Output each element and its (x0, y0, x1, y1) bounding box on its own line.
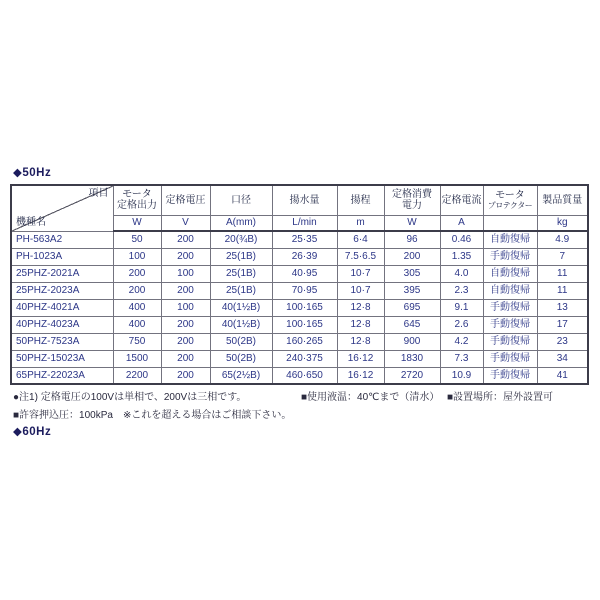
table-body (11, 231, 588, 384)
table-cell: 0.46 (440, 231, 483, 248)
cell-model-name: 40PHZ-4021A (11, 299, 113, 316)
table-cell: 12·8 (337, 333, 384, 350)
table-cell: 25(1B) (210, 265, 272, 282)
cell-model-name: 25PHZ-2023A (11, 282, 113, 299)
table-cell: 40·95 (272, 265, 337, 282)
table-cell: 305 (384, 265, 440, 282)
table-cell: 50 (113, 231, 161, 248)
table-cell: 40(1½B) (210, 299, 272, 316)
table-cell: 100·165 (272, 316, 337, 333)
column-header: 製品質量 (537, 185, 588, 215)
table-cell: 200 (161, 231, 210, 248)
table-cell: 200 (161, 316, 210, 333)
column-unit: W (384, 215, 440, 231)
header-label-row (11, 185, 588, 215)
table-cell: 26·39 (272, 248, 337, 265)
table-cell: 自動復帰 (483, 265, 537, 282)
table-cell: 4.2 (440, 333, 483, 350)
table-cell: 手動復帰 (483, 316, 537, 333)
table-cell: 自動復帰 (483, 282, 537, 299)
table-cell: 200 (113, 265, 161, 282)
table-cell: 11 (537, 282, 588, 299)
table-cell: 9.1 (440, 299, 483, 316)
table-row (11, 248, 588, 265)
table-cell: 96 (384, 231, 440, 248)
table-cell: 200 (161, 282, 210, 299)
table-cell: 6·4 (337, 231, 384, 248)
table-cell: 13 (537, 299, 588, 316)
table-cell: 645 (384, 316, 440, 333)
table-cell: 160·265 (272, 333, 337, 350)
table-row (11, 316, 588, 333)
table-cell: 2.3 (440, 282, 483, 299)
table-cell: 400 (113, 316, 161, 333)
table-cell: 65(2½B) (210, 367, 272, 384)
table-cell: 200 (161, 248, 210, 265)
cell-model-name: 65PHZ-22023A (11, 367, 113, 384)
column-header: 口径 (210, 185, 272, 215)
column-unit: W (113, 215, 161, 231)
table-cell: 20(¾B) (210, 231, 272, 248)
table-cell: 100 (161, 299, 210, 316)
column-header: 揚水量 (272, 185, 337, 215)
table-cell: 10.9 (440, 367, 483, 384)
table-cell: 200 (113, 282, 161, 299)
table-cell: 11 (537, 265, 588, 282)
column-header: 定格電流 (440, 185, 483, 215)
corner-label-item: 項目 (88, 188, 109, 199)
table-cell: 400 (113, 299, 161, 316)
footnote-inlet-pressure: ■許容押込圧：100kPa ※これを超える場合はご相談下さい。 (13, 410, 292, 421)
section-label-50hz: ◆50Hz (13, 167, 52, 179)
table-row (11, 282, 588, 299)
table-row (11, 333, 588, 350)
table-row (11, 265, 588, 282)
table-cell: 2200 (113, 367, 161, 384)
table-cell: 1500 (113, 350, 161, 367)
table-cell: 50(2B) (210, 350, 272, 367)
cell-model-name: 50PHZ-7523A (11, 333, 113, 350)
table-cell: 900 (384, 333, 440, 350)
column-unit: m (337, 215, 384, 231)
footnote-voltage: ●注1) 定格電圧の100Vは単相で、200Vは三相です。 (13, 392, 247, 403)
table-cell: 2.6 (440, 316, 483, 333)
table-cell: 200 (161, 333, 210, 350)
table-corner-cell (11, 185, 113, 231)
table-cell: 16·12 (337, 367, 384, 384)
column-unit (483, 215, 537, 231)
table-cell: 1830 (384, 350, 440, 367)
column-unit: kg (537, 215, 588, 231)
table-cell: 100 (161, 265, 210, 282)
table-cell: 手動復帰 (483, 367, 537, 384)
table-cell: 200 (161, 350, 210, 367)
table-cell: 100·165 (272, 299, 337, 316)
table-row (11, 350, 588, 367)
table-row (11, 231, 588, 248)
table-cell: 750 (113, 333, 161, 350)
table-cell: 200 (161, 367, 210, 384)
table-cell: 17 (537, 316, 588, 333)
spec-table (10, 184, 589, 385)
table-cell: 460·650 (272, 367, 337, 384)
column-unit: A(mm) (210, 215, 272, 231)
table-cell: 7.5·6.5 (337, 248, 384, 265)
table-cell: 7 (537, 248, 588, 265)
table-cell: 4.0 (440, 265, 483, 282)
column-unit: A (440, 215, 483, 231)
table-row (11, 299, 588, 316)
table-cell: 34 (537, 350, 588, 367)
table-cell: 自動復帰 (483, 231, 537, 248)
table-row (11, 367, 588, 384)
column-header: 定格電圧 (161, 185, 210, 215)
cell-model-name: PH-563A2 (11, 231, 113, 248)
table-cell: 25(1B) (210, 282, 272, 299)
cell-model-name: PH-1023A (11, 248, 113, 265)
table-cell: 10·7 (337, 265, 384, 282)
table-cell: 395 (384, 282, 440, 299)
column-unit: V (161, 215, 210, 231)
section-label-60hz: ◆60Hz (13, 426, 52, 438)
table-cell: 7.3 (440, 350, 483, 367)
cell-model-name: 50PHZ-15023A (11, 350, 113, 367)
table-cell: 23 (537, 333, 588, 350)
table-cell: 40(1½B) (210, 316, 272, 333)
table-cell: 41 (537, 367, 588, 384)
table-cell: 12·8 (337, 299, 384, 316)
column-header: 定格消費 電力 (384, 185, 440, 215)
table-cell: 手動復帰 (483, 299, 537, 316)
table-cell: 16·12 (337, 350, 384, 367)
table-cell: 2720 (384, 367, 440, 384)
table-cell: 12·8 (337, 316, 384, 333)
table-cell: 手動復帰 (483, 248, 537, 265)
table-cell: 25·35 (272, 231, 337, 248)
footnote-installation: ■設置場所：屋外設置可 (447, 392, 554, 403)
table-cell: 25(1B) (210, 248, 272, 265)
column-unit: L/min (272, 215, 337, 231)
footnote-liquid-temp: ■使用液温：40℃まで（清水） (301, 392, 440, 403)
table-cell: 4.9 (537, 231, 588, 248)
column-header: モータ プロテクター (483, 185, 537, 215)
table-header (11, 185, 588, 231)
table-cell: 10·7 (337, 282, 384, 299)
table-cell: 240·375 (272, 350, 337, 367)
column-header: 揚程 (337, 185, 384, 215)
cell-model-name: 25PHZ-2021A (11, 265, 113, 282)
section-label-60hz-clipped (13, 424, 52, 438)
table-cell: 1.35 (440, 248, 483, 265)
table-cell: 手動復帰 (483, 333, 537, 350)
corner-label-model: 機種名 (16, 217, 46, 228)
cell-model-name: 40PHZ-4023A (11, 316, 113, 333)
table-cell: 100 (113, 248, 161, 265)
table-cell: 70·95 (272, 282, 337, 299)
column-header: モータ 定格出力 (113, 185, 161, 215)
table-cell: 695 (384, 299, 440, 316)
table-cell: 手動復帰 (483, 350, 537, 367)
table-cell: 50(2B) (210, 333, 272, 350)
table-cell: 200 (384, 248, 440, 265)
